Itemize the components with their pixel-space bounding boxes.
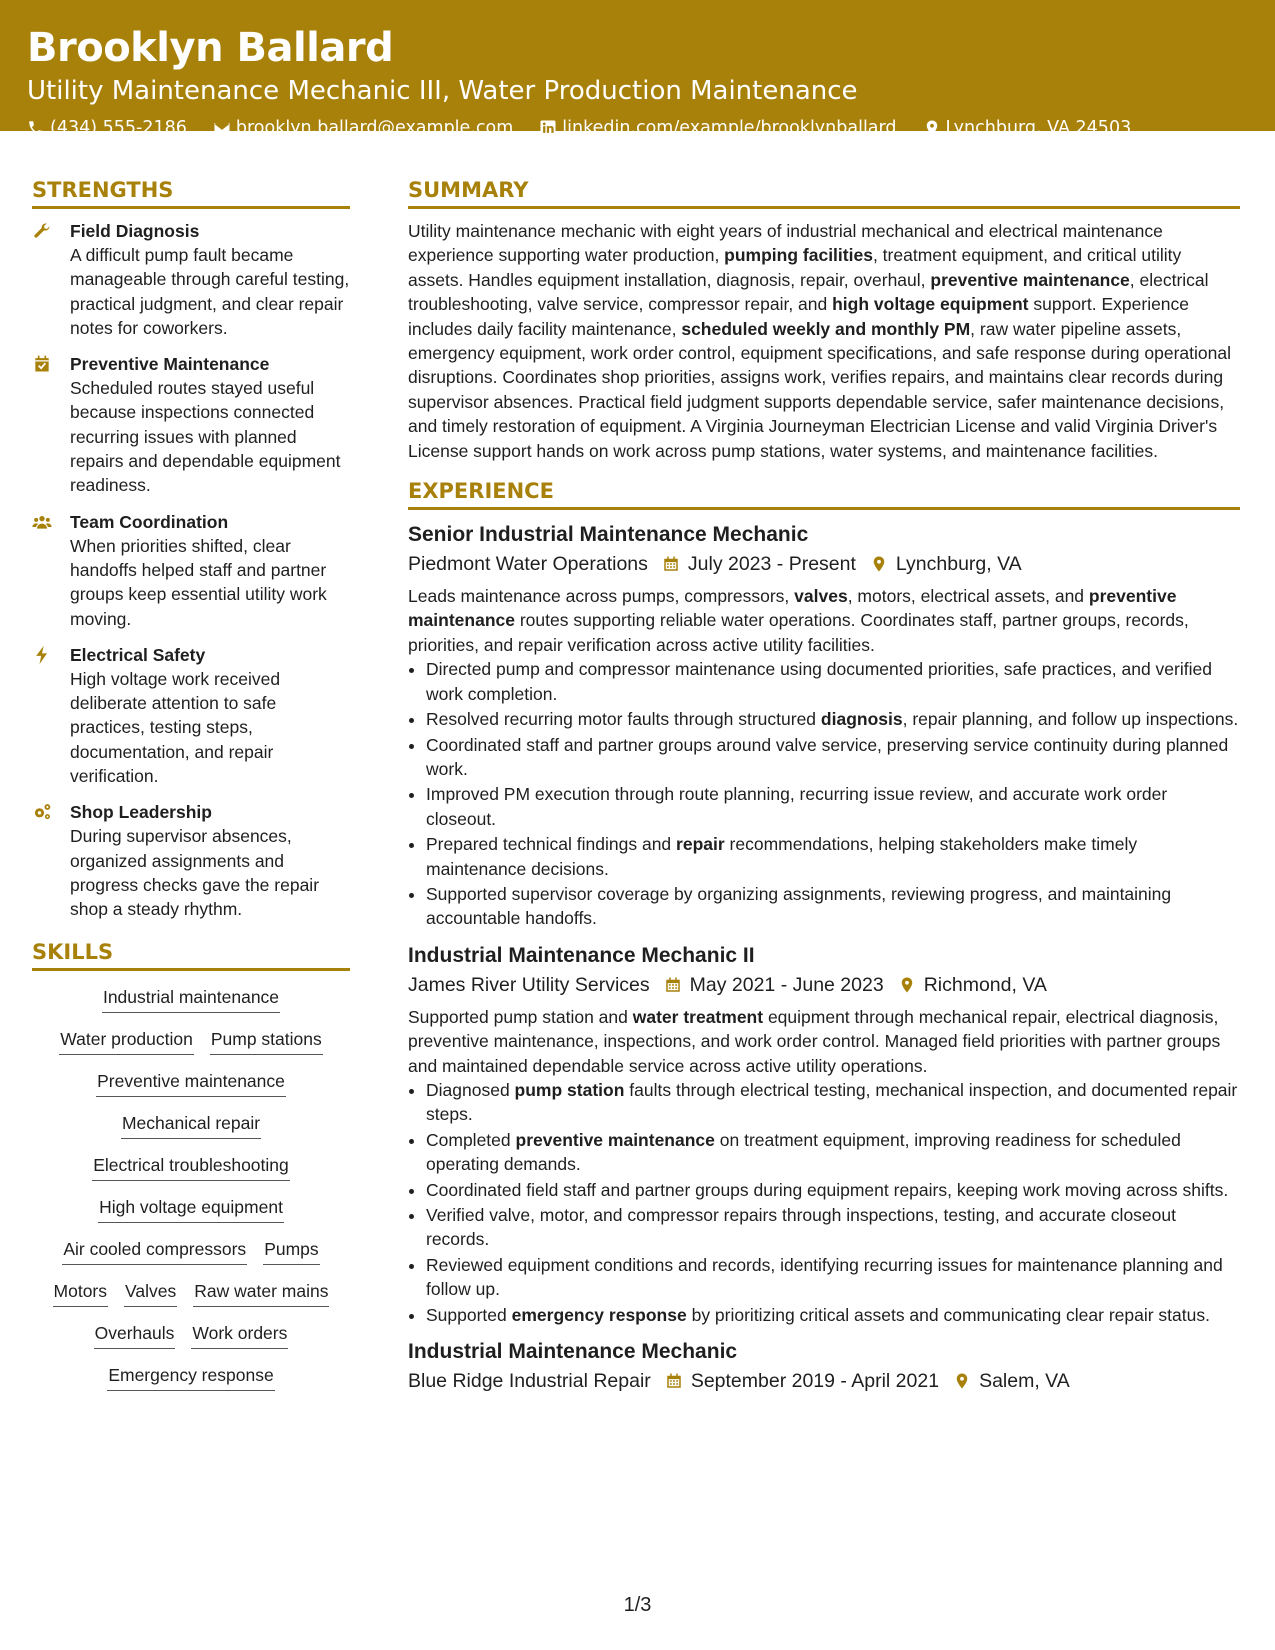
job-bullet xyxy=(426,1303,1240,1327)
job-bullet xyxy=(426,1253,1240,1302)
phone-text: (434) 555-2186 xyxy=(50,118,187,138)
skills-list xyxy=(32,985,350,1391)
bold-keyword: diagnosis xyxy=(820,709,903,730)
strength-description: When priorities shifted, clear handoffs helped staff and partner groups keep essential utility work moving. xyxy=(70,535,327,629)
resume-header xyxy=(0,0,1275,138)
bold-keyword: repair xyxy=(676,834,725,855)
job-bullet xyxy=(426,832,1240,881)
bold-keyword: pumping facilities xyxy=(724,245,873,266)
job-title: Industrial Maintenance Mechanic xyxy=(408,1340,738,1364)
job-bullet xyxy=(426,1178,1240,1202)
text-run: Supported pump station and xyxy=(408,1006,633,1027)
job-bullet xyxy=(426,882,1240,931)
strength-description: A difficult pump fault became manageable through careful testing, practical judgment, and clear repair notes for coworkers. xyxy=(70,245,350,338)
linkedin-icon xyxy=(539,119,557,137)
skill-tag: Air cooled compressors xyxy=(62,1237,247,1265)
job-meta xyxy=(408,971,1240,999)
text-run: Coordinated staff and partner groups around valve service, preserving service continuity during planned work. xyxy=(426,734,1229,779)
skill-tag: Work orders xyxy=(191,1321,288,1349)
strength-title: Preventive Maintenance xyxy=(70,354,270,375)
right-column xyxy=(408,176,1240,1401)
job-description xyxy=(408,584,1240,657)
text-run: Supported xyxy=(426,1304,512,1325)
strength-title: Electrical Safety xyxy=(70,644,206,665)
contact-phone xyxy=(27,117,187,139)
text-run: faults through electrical testing, mechanical inspection, and documented repair steps. xyxy=(426,1079,1238,1125)
email-text[interactable]: brooklyn.ballard@example.com xyxy=(235,118,514,138)
job-company: Piedmont Water Operations xyxy=(408,553,648,576)
summary-text xyxy=(408,219,1240,463)
bold-keyword: scheduled weekly and monthly PM xyxy=(681,318,971,339)
candidate-name: Brooklyn Ballard xyxy=(27,25,394,71)
text-run: Completed xyxy=(426,1129,516,1150)
skill-tag: Emergency response xyxy=(107,1363,274,1391)
text-run: Reviewed equipment conditions and records, identifying recurring issues for maintenance planning and follow up. xyxy=(426,1254,1223,1300)
calendar-check-icon xyxy=(32,352,70,497)
skill-row xyxy=(32,1363,350,1391)
contact-bar xyxy=(27,117,1248,139)
bold-keyword: preventive maintenance xyxy=(930,269,1130,290)
skill-tag: Preventive maintenance xyxy=(96,1069,286,1097)
map-pin-icon xyxy=(923,119,941,137)
summary-heading: SUMMARY xyxy=(408,176,1240,209)
strength-title: Field Diagnosis xyxy=(70,221,200,241)
job-entry xyxy=(408,941,1240,1327)
strength-body xyxy=(70,510,350,631)
location-text: Lynchburg, VA 24503 xyxy=(945,118,1132,138)
text-run: Verified valve, motor, and compressor repairs through inspections, testing, and accurate closeout records. xyxy=(426,1205,1176,1250)
text-run: , treatment equipment, and critical utility assets. Handles equipment installation, diagnosis, repair, overhaul, xyxy=(408,245,1182,290)
bold-keyword: pump station xyxy=(514,1079,625,1100)
text-run: routes supporting reliable water operations. Coordinates staff, partner groups, records, priorities, and repair verification across active utility facilities. xyxy=(408,610,1189,655)
text-run: support. Experience includes daily facility maintenance, xyxy=(408,294,1190,339)
text-run: on treatment equipment, improving readiness for scheduled operating demands. xyxy=(426,1129,1181,1175)
contact-email[interactable] xyxy=(213,117,513,139)
text-run: Prepared technical findings and xyxy=(426,834,677,855)
job-bullets xyxy=(408,1078,1240,1327)
skill-row xyxy=(32,1237,350,1265)
contact-location xyxy=(923,117,1132,139)
gears-icon xyxy=(32,800,70,921)
skill-tag: Pump stations xyxy=(210,1027,323,1055)
skill-tag: Valves xyxy=(124,1279,177,1307)
text-run: Coordinated field staff and partner groups during equipment repairs, keeping work moving across shifts. xyxy=(426,1179,1229,1200)
text-run: , repair planning, and follow up inspections. xyxy=(902,709,1239,730)
phone-icon xyxy=(27,119,45,137)
job-meta xyxy=(408,1367,1240,1395)
job-bullet xyxy=(426,782,1240,831)
skill-row xyxy=(32,985,350,1013)
text-run: Supported supervisor coverage by organizing assignments, reviewing progress, and maintaining accountable handoffs. xyxy=(426,883,1172,929)
skill-row xyxy=(32,1153,350,1181)
candidate-headline: Utility Maintenance Mechanic III, Water Production Maintenance xyxy=(27,76,858,106)
job-bullet xyxy=(426,657,1240,706)
strength-item xyxy=(32,800,350,921)
strengths-list xyxy=(32,219,350,922)
job-description xyxy=(408,1005,1240,1078)
skill-tag: Raw water mains xyxy=(193,1279,329,1307)
bold-keyword: valves xyxy=(794,586,848,607)
job-meta xyxy=(408,550,1240,578)
strength-body xyxy=(70,352,350,497)
bold-keyword: high voltage equipment xyxy=(832,294,1029,315)
calendar-icon xyxy=(651,1372,691,1390)
map-pin-icon xyxy=(939,1372,979,1390)
strength-body xyxy=(70,219,350,340)
skill-row xyxy=(32,1279,350,1307)
skill-row xyxy=(32,1321,350,1349)
skill-row xyxy=(32,1111,350,1139)
bold-keyword: preventive maintenance xyxy=(408,586,1177,631)
strength-item xyxy=(32,643,350,788)
strength-body xyxy=(70,643,350,788)
wrench-icon xyxy=(32,219,70,340)
calendar-icon xyxy=(648,555,688,573)
text-run: , electrical troubleshooting, valve service, compressor repair, and xyxy=(408,269,1209,315)
job-bullet xyxy=(426,707,1240,731)
strength-item xyxy=(32,219,350,340)
bold-keyword: water treatment xyxy=(632,1006,764,1027)
skill-tag: Overhauls xyxy=(94,1321,176,1349)
job-title: Senior Industrial Maintenance Mechanic xyxy=(408,523,809,547)
job-bullet xyxy=(426,1078,1240,1127)
text-run: recommendations, helping stakeholders make timely maintenance decisions. xyxy=(426,834,1138,879)
map-pin-icon xyxy=(884,976,924,994)
job-entry xyxy=(408,520,1240,931)
bolt-icon xyxy=(32,643,70,788)
job-bullet xyxy=(426,733,1240,782)
strength-title: Shop Leadership xyxy=(70,802,212,823)
strength-description: During supervisor absences, organized assignments and progress checks gave the repair shop a steady rhythm. xyxy=(70,826,320,920)
job-title: Industrial Maintenance Mechanic II xyxy=(408,943,755,967)
contact-linkedin[interactable] xyxy=(539,117,896,139)
skill-row xyxy=(32,1027,350,1055)
experience-heading: EXPERIENCE xyxy=(408,477,1240,510)
skill-tag: Mechanical repair xyxy=(121,1111,261,1139)
skills-heading: SKILLS xyxy=(32,938,350,971)
job-entry xyxy=(408,1337,1240,1395)
skill-tag: High voltage equipment xyxy=(98,1195,284,1223)
strength-item xyxy=(32,510,350,631)
strength-title: Team Coordination xyxy=(70,511,229,532)
text-run: by prioritizing critical assets and communicating clear repair status. xyxy=(686,1304,1210,1325)
text-run: equipment through mechanical repair, electrical diagnosis, preventive maintenance, inspections, and work order control. Managed field priorities with partner groups and maintained dependable service across active utility operations. xyxy=(408,1006,1221,1076)
text-run: Resolved recurring motor faults through structured xyxy=(426,709,821,730)
job-dates: July 2023 - Present xyxy=(687,553,856,576)
text-run: Leads maintenance across pumps, compressors, xyxy=(408,586,795,607)
strength-body xyxy=(70,800,350,921)
page-number: 1/3 xyxy=(623,1594,652,1616)
job-dates: May 2021 - June 2023 xyxy=(689,973,884,996)
text-run: Improved PM execution through route planning, recurring issue review, and accurate work order closeout. xyxy=(426,784,1168,829)
skill-tag: Motors xyxy=(53,1279,108,1307)
text-run: Diagnosed xyxy=(426,1079,515,1100)
bold-keyword: emergency response xyxy=(511,1304,687,1325)
job-company: James River Utility Services xyxy=(408,973,650,996)
text-run: Directed pump and compressor maintenance using documented priorities, safe practices, and verified work completion. xyxy=(426,659,1212,704)
linkedin-text[interactable]: linkedin.com/example/brooklynballard xyxy=(562,118,897,138)
left-column xyxy=(32,176,350,1405)
text-run: Utility maintenance mechanic with eight years of industrial mechanical and electrical maintenance experience supporting water production, xyxy=(408,221,1163,266)
strength-description: High voltage work received deliberate attention to safe practices, testing steps, documentation, and repair verification. xyxy=(70,668,281,787)
job-bullet xyxy=(426,1203,1240,1252)
skill-row xyxy=(32,1195,350,1223)
job-bullet xyxy=(426,1128,1240,1177)
job-location: Lynchburg, VA xyxy=(895,553,1022,576)
skill-tag: Electrical troubleshooting xyxy=(92,1153,290,1181)
envelope-icon xyxy=(213,119,231,137)
users-icon xyxy=(32,510,70,631)
strength-description: Scheduled routes stayed useful because inspections connected recurring issues with planned repairs and dependable equipment readiness. xyxy=(70,378,341,496)
calendar-icon xyxy=(650,976,690,994)
experience-list xyxy=(408,520,1240,1395)
bold-keyword: preventive maintenance xyxy=(515,1129,715,1150)
job-company: Blue Ridge Industrial Repair xyxy=(408,1370,651,1393)
map-pin-icon xyxy=(856,555,896,573)
strength-item xyxy=(32,352,350,497)
text-run: , motors, electrical assets, and xyxy=(847,586,1089,607)
job-location: Richmond, VA xyxy=(923,973,1047,996)
strengths-heading: STRENGTHS xyxy=(32,176,350,209)
skill-tag: Industrial maintenance xyxy=(102,985,280,1013)
text-run: , raw water pipeline assets, emergency equipment, work order control, equipment specifications, and safe response during operational disruptions. Coordinates shop priorities, assigns work, verifies repairs, and maintains clear records during supervisor absences. Practical field judgment supports dependable service, safer maintenance decisions, and timely restoration of equipment. A Virginia Journeyman Electrician License and valid Virginia Driver's License support hands on work across pump stations, water systems, and maintenance facilities. xyxy=(408,318,1231,461)
job-bullets xyxy=(408,657,1240,930)
skill-tag: Water production xyxy=(59,1027,194,1055)
skill-tag: Pumps xyxy=(263,1237,319,1265)
job-location: Salem, VA xyxy=(979,1370,1070,1393)
skill-row xyxy=(32,1069,350,1097)
job-dates: September 2019 - April 2021 xyxy=(690,1370,940,1393)
